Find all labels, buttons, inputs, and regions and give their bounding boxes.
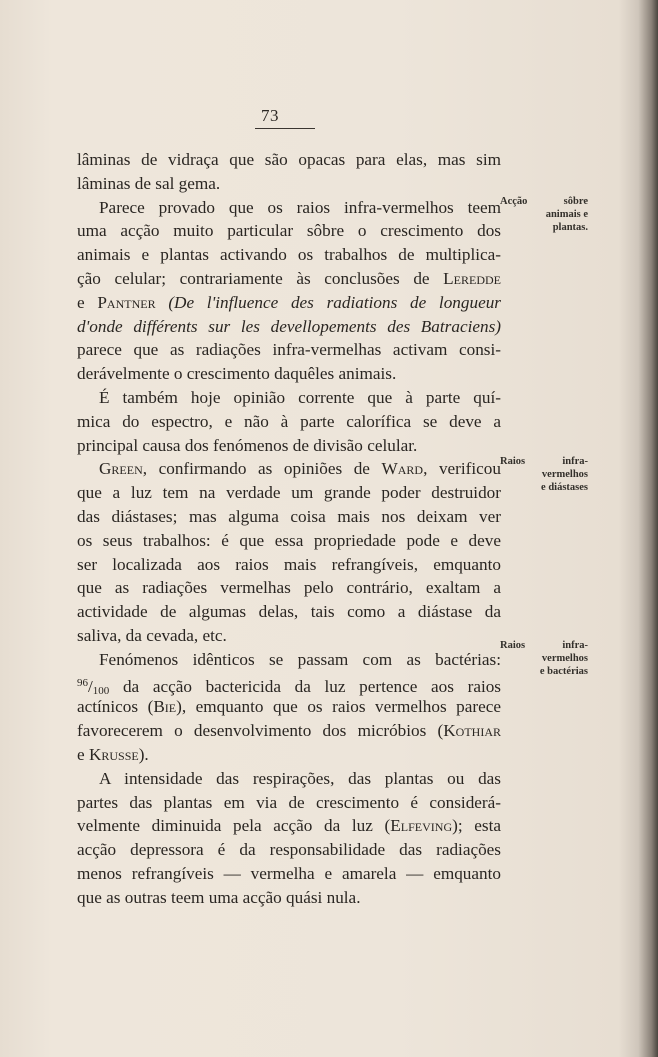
text-line: lâminas de sal gema.: [77, 173, 221, 193]
text-run: , confirmando as opiniões de: [142, 459, 382, 479]
text-run: e: [77, 292, 98, 312]
text-line: saliva, da cevada, etc.: [77, 625, 227, 645]
text-line: que a luz tem na verdade um grande poder destruidor: [77, 483, 501, 503]
text-run: favorecerem o desenvolvimento dos micróbios (: [77, 721, 444, 741]
text-run: , verificou: [423, 459, 501, 479]
text-line: Fenómenos idênticos se passam com as bactérias:: [99, 649, 501, 669]
author-name: Pantner: [97, 292, 156, 312]
text-line: É também hoje opinião corrente que à parte quí-: [99, 387, 501, 407]
text-line: [77, 267, 501, 291]
margin-note-line: e diástases: [541, 482, 588, 493]
text-line: [77, 719, 501, 743]
text-line: que as radiações vermelhas pelo contrário, exaltam a: [77, 578, 501, 598]
author-name: Elfeving: [390, 816, 453, 836]
text-line: animais e plantas activando os trabalhos de multiplica-: [77, 245, 501, 265]
margin-note-animais-plantas: [500, 195, 588, 234]
text-run: velmente diminuida pela acção da luz (: [77, 816, 391, 836]
text-line: $^{96}$/100 da acção bactericida da luz pertence aos raios: [77, 676, 501, 697]
margin-note-line: plantas.: [552, 222, 588, 233]
text-line: Parece provado que os raios infra-vermelhos teem: [99, 197, 501, 217]
text-line: ser localizada aos raios mais refrangíveis, emquanto: [77, 554, 501, 574]
author-name: Kothiar: [443, 721, 501, 741]
margin-note-line: vermelhos: [541, 653, 588, 664]
author-name: Leredde: [443, 268, 501, 288]
margin-note-bacterias: [500, 639, 588, 678]
text-line: [77, 291, 501, 315]
text-line: A intensidade das respirações, das plantas ou das: [99, 768, 501, 788]
text-line: partes das plantas em via de crescimento é considerá-: [77, 792, 501, 812]
margin-note-line: Raios infra-: [500, 640, 588, 651]
text-line: [77, 695, 501, 719]
margin-note-line: Raios infra-: [500, 456, 588, 467]
text-run: e: [77, 744, 89, 764]
text-line: actividade de algumas delas, tais como a diástase da: [77, 602, 501, 622]
text-run: da acção bactericida da luz pertence aos raios: [109, 676, 501, 696]
text-run: ); esta: [452, 816, 501, 836]
text-line: que as outras teem uma acção quási nula.: [77, 887, 361, 907]
author-name: Bie: [153, 697, 177, 717]
text-line: das diástases; mas alguma coisa mais nos deixam ver: [77, 506, 501, 526]
author-name: Ward: [381, 459, 424, 479]
text-line: menos refrangíveis — vermelha e amarela — emquanto: [77, 863, 501, 883]
text-line: principal causa dos fenómenos de divisão celular.: [77, 435, 418, 455]
cited-title: (De l'influence des radiations de longueur: [155, 292, 501, 312]
author-name: Krusse: [88, 744, 139, 764]
margin-note-line: animais e: [545, 209, 588, 220]
margin-note-line: vermelhos: [541, 469, 588, 480]
page-number-rule: [255, 128, 315, 129]
text-run: actínicos (: [77, 697, 154, 717]
text-run: ).: [138, 744, 149, 764]
margin-note-diastases: [500, 455, 588, 494]
cited-title-line: d'onde différents sur les devellopements des Batraciens): [77, 316, 501, 336]
margin-note-line: e bactérias: [539, 666, 588, 677]
text-run: ção celular; contrariamente às conclusões de: [77, 268, 444, 288]
text-line: lâminas de vidraça que são opacas para elas, mas sim: [77, 150, 501, 169]
page-number: 73: [261, 106, 279, 125]
fraction-numerator: 96: [77, 676, 88, 689]
text-line: acção depressora é da responsabilidade das radiações: [77, 840, 501, 860]
fraction-denominator: 100: [92, 684, 110, 697]
text-line: mica do espectro, e não à parte calorífica se deve a: [77, 411, 501, 431]
text-line: [77, 814, 501, 838]
text-line: derávelmente o crescimento daquêles animais.: [77, 364, 397, 384]
text-line: os seus trabalhos: é que essa propriedade pode e deve: [77, 530, 501, 550]
text-line: [77, 743, 501, 767]
text-line: parece que as radiações infra-vermelhas activam consi-: [77, 340, 501, 360]
body-text: [77, 148, 501, 910]
text-line: [77, 457, 501, 481]
text-run: ), emquanto que os raios vermelhos parece: [176, 697, 502, 717]
text-line: uma acção muito particular sôbre o crescimento dos: [77, 221, 501, 241]
margin-note-line: Acção sôbre: [500, 196, 588, 207]
author-name: Green: [99, 459, 143, 479]
